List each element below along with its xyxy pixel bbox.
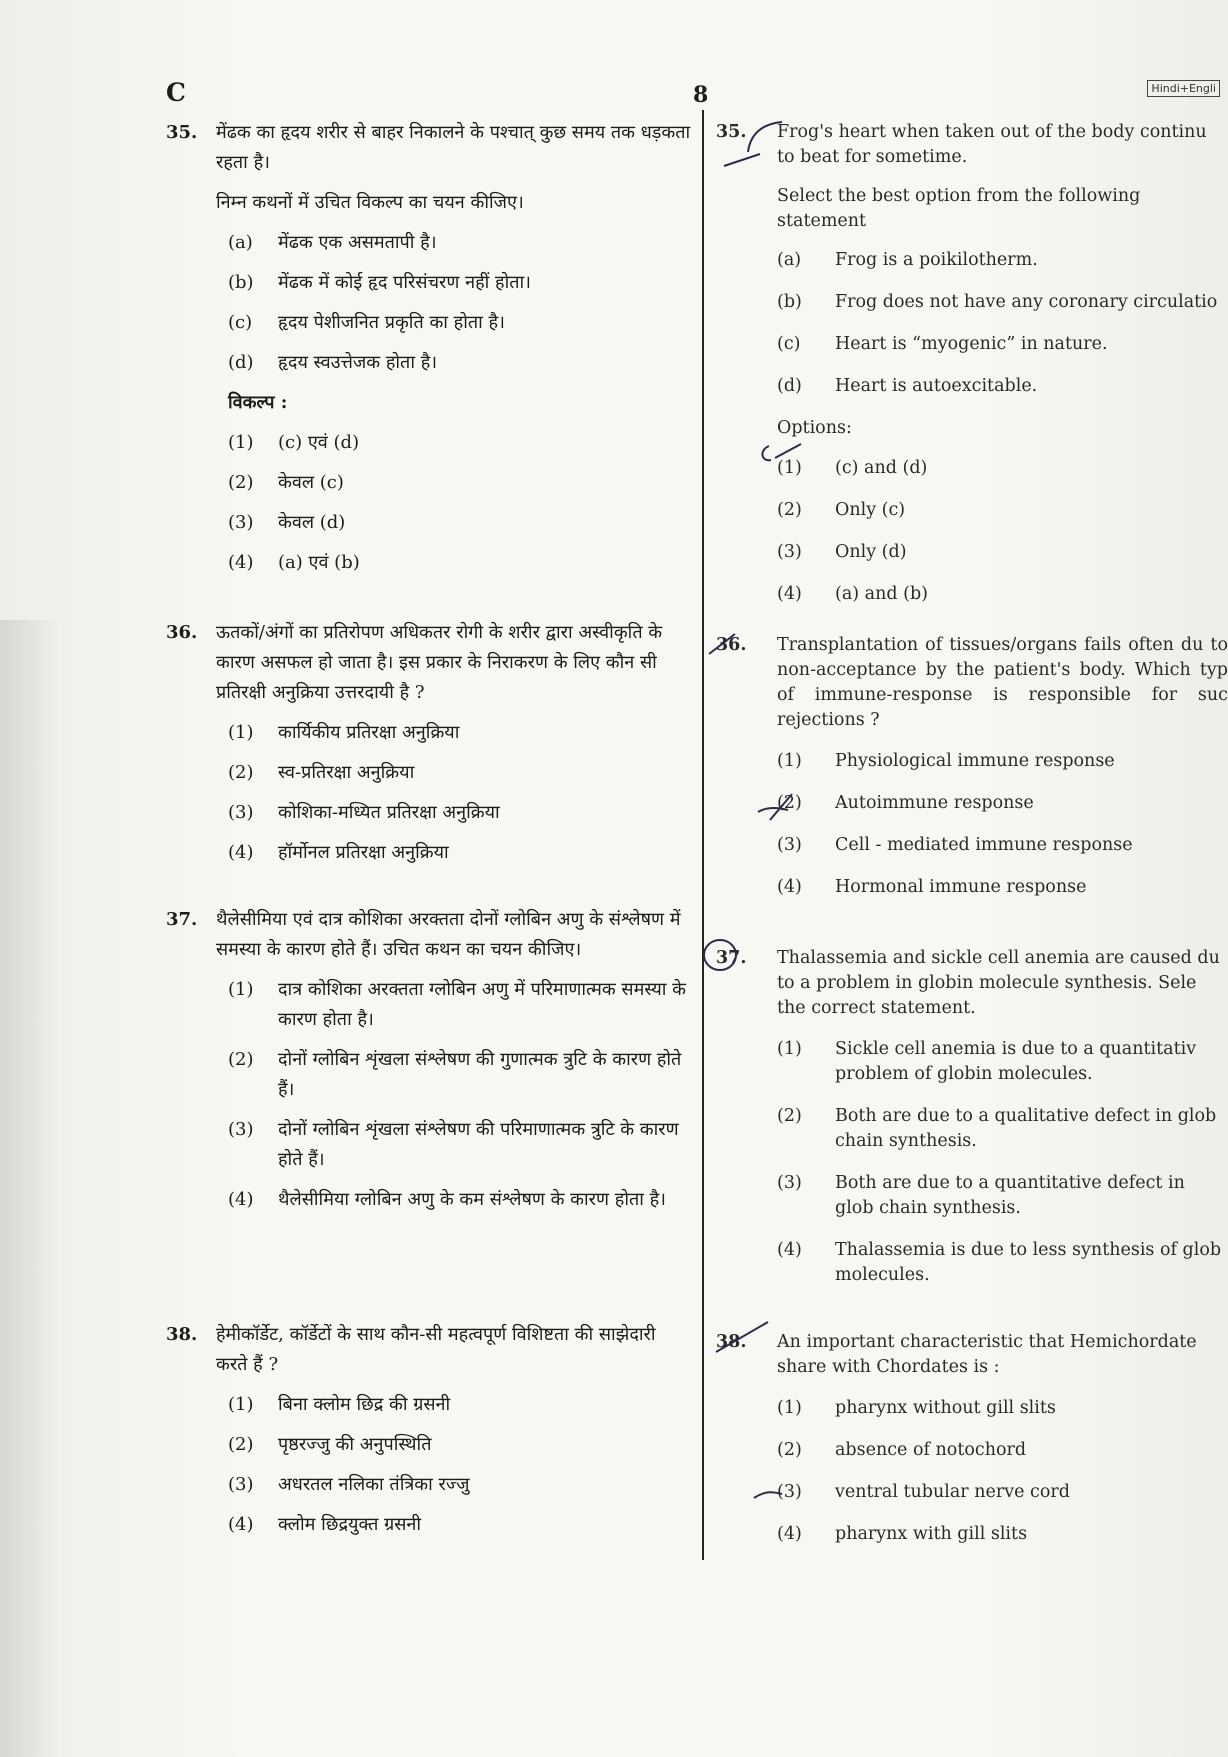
question-stem	[216, 1320, 691, 1380]
pen-circle-icon	[700, 936, 740, 974]
pen-tick-icon	[720, 118, 790, 170]
option-label: (3)	[777, 1173, 802, 1193]
option-text: अधरतल नलिका तंत्रिका रज्जु	[278, 1474, 470, 1495]
option-4	[777, 875, 1228, 900]
option-label: (3)	[228, 1474, 254, 1495]
option-text: Sickle cell anemia is due to a quantitativ problem of globin molecules.	[835, 1039, 1197, 1084]
question-number: 36.	[166, 622, 198, 643]
stem-line: ऊतकों/अंगों का प्रतिरोपण अधिकतर रोगी के शरीर द्वारा अस्वीकृति के कारण असफल हो जाता है। इस प्रकार के निराकरण के लिए कौन सी प्रतिरक्षी अनुक्रिया उत्तरदायी है ?	[216, 622, 663, 703]
option-text: कोशिका-मध्यित प्रतिरक्षा अनुक्रिया	[278, 802, 500, 823]
stem-line: मेंढक का हृदय शरीर से बाहर निकालने के पश्चात् कुछ समय तक धड़कता रहता है।	[216, 122, 691, 173]
option-label: (4)	[228, 552, 254, 573]
option-text: (c) एवं (d)	[278, 432, 360, 453]
question-number: 37.	[716, 948, 747, 968]
option-1	[777, 749, 1228, 774]
option-text: Both are due to a qualitative defect in glob chain synthesis.	[835, 1106, 1217, 1151]
statement-d	[777, 374, 1228, 399]
option-2	[228, 1430, 691, 1460]
option-text: पृष्ठरज्जु की अनुपस्थिति	[278, 1434, 432, 1455]
option-text: क्लोम छिद्रयुक्त ग्रसनी	[278, 1514, 422, 1535]
option-2	[228, 1045, 691, 1105]
question-stem	[216, 618, 691, 708]
option-text: केवल (d)	[278, 512, 346, 533]
question-stem	[216, 118, 691, 218]
option-label: (1)	[777, 751, 802, 771]
option-text: Hormonal immune response	[835, 877, 1087, 897]
option-text: (c) and (d)	[835, 458, 928, 478]
option-1	[777, 1037, 1228, 1087]
option-label: (1)	[228, 979, 254, 1000]
hi-question-37	[166, 905, 691, 1225]
option-3	[228, 508, 691, 538]
statement-b	[228, 268, 691, 298]
option-label: (3)	[228, 1119, 254, 1140]
option-1	[228, 1390, 691, 1420]
stem-line: Frog's heart when taken out of the body continu to beat for sometime.	[777, 122, 1207, 167]
question-number: 35.	[166, 122, 198, 143]
stem-line: An important characteristic that Hemichordate share with Chordates is :	[777, 1332, 1197, 1377]
statement-b	[777, 290, 1228, 315]
options-heading: विकल्प :	[228, 392, 288, 413]
option-text: स्व-प्रतिरक्षा अनुक्रिया	[278, 762, 415, 783]
en-question-37	[716, 946, 1228, 1305]
option-2	[777, 498, 1228, 523]
option-label: (4)	[228, 1189, 254, 1210]
option-3	[777, 540, 1228, 565]
option-text: (a) and (b)	[835, 584, 928, 604]
stem-line: निम्न कथनों में उचित विकल्प का चयन कीजिए।	[216, 192, 524, 213]
en-question-35	[716, 120, 1228, 624]
option-label: (4)	[777, 1240, 802, 1260]
hi-question-38	[166, 1320, 691, 1550]
option-4	[777, 1238, 1228, 1288]
option-text: Heart is autoexcitable.	[835, 376, 1038, 396]
option-label: (2)	[777, 1106, 802, 1126]
option-3	[777, 833, 1228, 858]
stem-line: Thalassemia and sickle cell anemia are caused du to a problem in globin molecule synthesis. Sele the correct statement.	[777, 948, 1220, 1018]
option-text: Autoimmune response	[835, 793, 1034, 813]
option-text: Cell - mediated immune response	[835, 835, 1133, 855]
stem-line: थैलेसीमिया एवं दात्र कोशिका अरक्तता दोनों ग्लोबिन अणु के संश्लेषण में समस्या के कारण होते हैं। उचित कथन का चयन कीजिए।	[216, 909, 681, 960]
statement-d	[228, 348, 691, 378]
option-label: (3)	[228, 802, 254, 823]
option-label: (4)	[777, 584, 802, 604]
option-1	[228, 428, 691, 458]
option-label: (c)	[777, 334, 801, 354]
option-1	[228, 718, 691, 748]
pen-tick-icon	[756, 790, 796, 826]
option-label: (d)	[228, 352, 254, 373]
option-4	[228, 548, 691, 578]
option-text: कार्यिकीय प्रतिरक्षा अनुक्रिया	[278, 722, 460, 743]
option-4	[228, 838, 691, 868]
option-label: (a)	[777, 250, 802, 270]
question-number: 36.	[716, 635, 747, 655]
option-label: (3)	[777, 542, 802, 562]
statement-c	[228, 308, 691, 338]
option-1	[777, 1396, 1228, 1421]
option-label: (1)	[777, 1039, 802, 1059]
question-number: 35.	[716, 122, 747, 142]
en-question-36	[716, 633, 1228, 917]
stem-line: हेमीकॉर्डेट, कॉर्डेटों के साथ कौन-सी महत्वपूर्ण विशिष्टता की साझेदारी करते हैं ?	[216, 1324, 656, 1375]
option-text: हृदय स्वउत्तेजक होता है।	[278, 352, 438, 373]
pen-tick-icon	[705, 630, 745, 660]
option-label: (1)	[228, 1394, 254, 1415]
question-stem	[777, 633, 1228, 733]
question-number: 37.	[166, 909, 198, 930]
option-4	[777, 582, 1228, 607]
scan-shadow	[0, 620, 60, 1757]
option-4	[228, 1185, 691, 1215]
option-2	[777, 1104, 1228, 1154]
statement-a	[777, 248, 1228, 273]
option-3	[228, 1470, 691, 1500]
question-stem	[777, 120, 1228, 234]
option-text: Frog does not have any coronary circulatio	[835, 292, 1218, 312]
option-label: (b)	[228, 272, 254, 293]
option-text: थैलेसीमिया ग्लोबिन अणु के कम संश्लेषण के कारण होता है।	[278, 1189, 667, 1210]
option-label: (d)	[777, 376, 802, 396]
set-code: C	[166, 78, 186, 107]
hindi-column	[166, 0, 691, 1757]
hi-question-35	[166, 118, 691, 588]
option-label: (4)	[777, 877, 802, 897]
option-text: मेंढक एक असमतापी है।	[278, 232, 437, 253]
option-text: मेंढक में कोई हृद परिसंचरण नहीं होता।	[278, 272, 531, 293]
option-text: दोनों ग्लोबिन शृंखला संश्लेषण की गुणात्मक त्रुटि के कारण होते हैं।	[278, 1049, 682, 1100]
hi-question-36	[166, 618, 691, 878]
option-text: Only (c)	[835, 500, 906, 520]
option-label: (2)	[228, 472, 254, 493]
option-text: Heart is “myogenic” in nature.	[835, 334, 1108, 354]
options-heading: Options:	[777, 418, 852, 438]
option-2	[777, 791, 1228, 816]
pen-tick-icon	[752, 1478, 792, 1506]
option-text: Both are due to a quantitative defect in glob chain synthesis.	[835, 1173, 1185, 1218]
option-text: pharynx with gill slits	[835, 1524, 1028, 1544]
option-4	[228, 1510, 691, 1540]
option-text: दोनों ग्लोबिन शृंखला संश्लेषण की परिमाणात्मक त्रुटि के कारण होते हैं।	[278, 1119, 679, 1170]
question-stem	[216, 905, 691, 965]
option-text: Physiological immune response	[835, 751, 1115, 771]
option-label: (3)	[777, 835, 802, 855]
question-number: 38.	[166, 1324, 198, 1345]
en-question-38	[716, 1330, 1228, 1564]
option-label: (4)	[777, 1524, 802, 1544]
option-label: (4)	[228, 1514, 254, 1535]
option-label: (a)	[228, 232, 253, 253]
pen-tick-icon	[712, 1318, 772, 1358]
option-text: pharynx without gill slits	[835, 1398, 1056, 1418]
option-2	[777, 1438, 1228, 1463]
option-label: (2)	[777, 1440, 802, 1460]
option-label: (2)	[228, 762, 254, 783]
option-1	[777, 456, 1228, 481]
option-text: बिना क्लोम छिद्र की ग्रसनी	[278, 1394, 451, 1415]
question-stem	[777, 946, 1228, 1021]
option-4	[777, 1522, 1228, 1547]
question-number: 38.	[716, 1332, 747, 1352]
option-text: हृदय पेशीजनित प्रकृति का होता है।	[278, 312, 505, 333]
option-label: (1)	[777, 458, 802, 478]
option-text: Thalassemia is due to less synthesis of glob molecules.	[835, 1240, 1222, 1285]
option-text: (a) एवं (b)	[278, 552, 360, 573]
option-label: (1)	[777, 1398, 802, 1418]
option-label: (1)	[228, 722, 254, 743]
option-text: ventral tubular nerve cord	[835, 1482, 1070, 1502]
option-label: (2)	[777, 500, 802, 520]
option-2	[228, 758, 691, 788]
option-text: दात्र कोशिका अरक्तता ग्लोबिन अणु में परिमाणात्मक समस्या के कारण होता है।	[278, 979, 686, 1030]
option-text: absence of notochord	[835, 1440, 1027, 1460]
english-column	[716, 0, 1228, 1757]
option-label: (2)	[777, 793, 802, 813]
option-label: (1)	[228, 432, 254, 453]
option-3	[228, 1115, 691, 1175]
statement-c	[777, 332, 1228, 357]
option-label: (3)	[228, 512, 254, 533]
option-label: (2)	[228, 1434, 254, 1455]
option-label: (b)	[777, 292, 802, 312]
pen-tick-icon	[757, 440, 807, 468]
option-3	[777, 1480, 1228, 1505]
option-text: Only (d)	[835, 542, 907, 562]
option-label: (c)	[228, 312, 253, 333]
option-text: केवल (c)	[278, 472, 344, 493]
option-2	[228, 468, 691, 498]
option-label: (2)	[228, 1049, 254, 1070]
page-number: 8	[693, 82, 709, 108]
option-label: (4)	[228, 842, 254, 863]
language-label: Hindi+Engli	[1147, 80, 1220, 97]
question-stem	[777, 1330, 1228, 1380]
statement-a	[228, 228, 691, 258]
stem-line: Select the best option from the following statement	[777, 186, 1141, 231]
option-label: (3)	[777, 1482, 802, 1502]
option-1	[228, 975, 691, 1035]
column-divider	[702, 110, 704, 1560]
option-3	[777, 1171, 1228, 1221]
option-text: Frog is a poikilotherm.	[835, 250, 1038, 270]
stem-line: Transplantation of tissues/organs fails often du to non-acceptance by the patient's body. Which typ of immune-response is responsible for suc rejections ?	[777, 635, 1228, 730]
option-text: हॉर्मोनल प्रतिरक्षा अनुक्रिया	[278, 842, 449, 863]
option-3	[228, 798, 691, 828]
